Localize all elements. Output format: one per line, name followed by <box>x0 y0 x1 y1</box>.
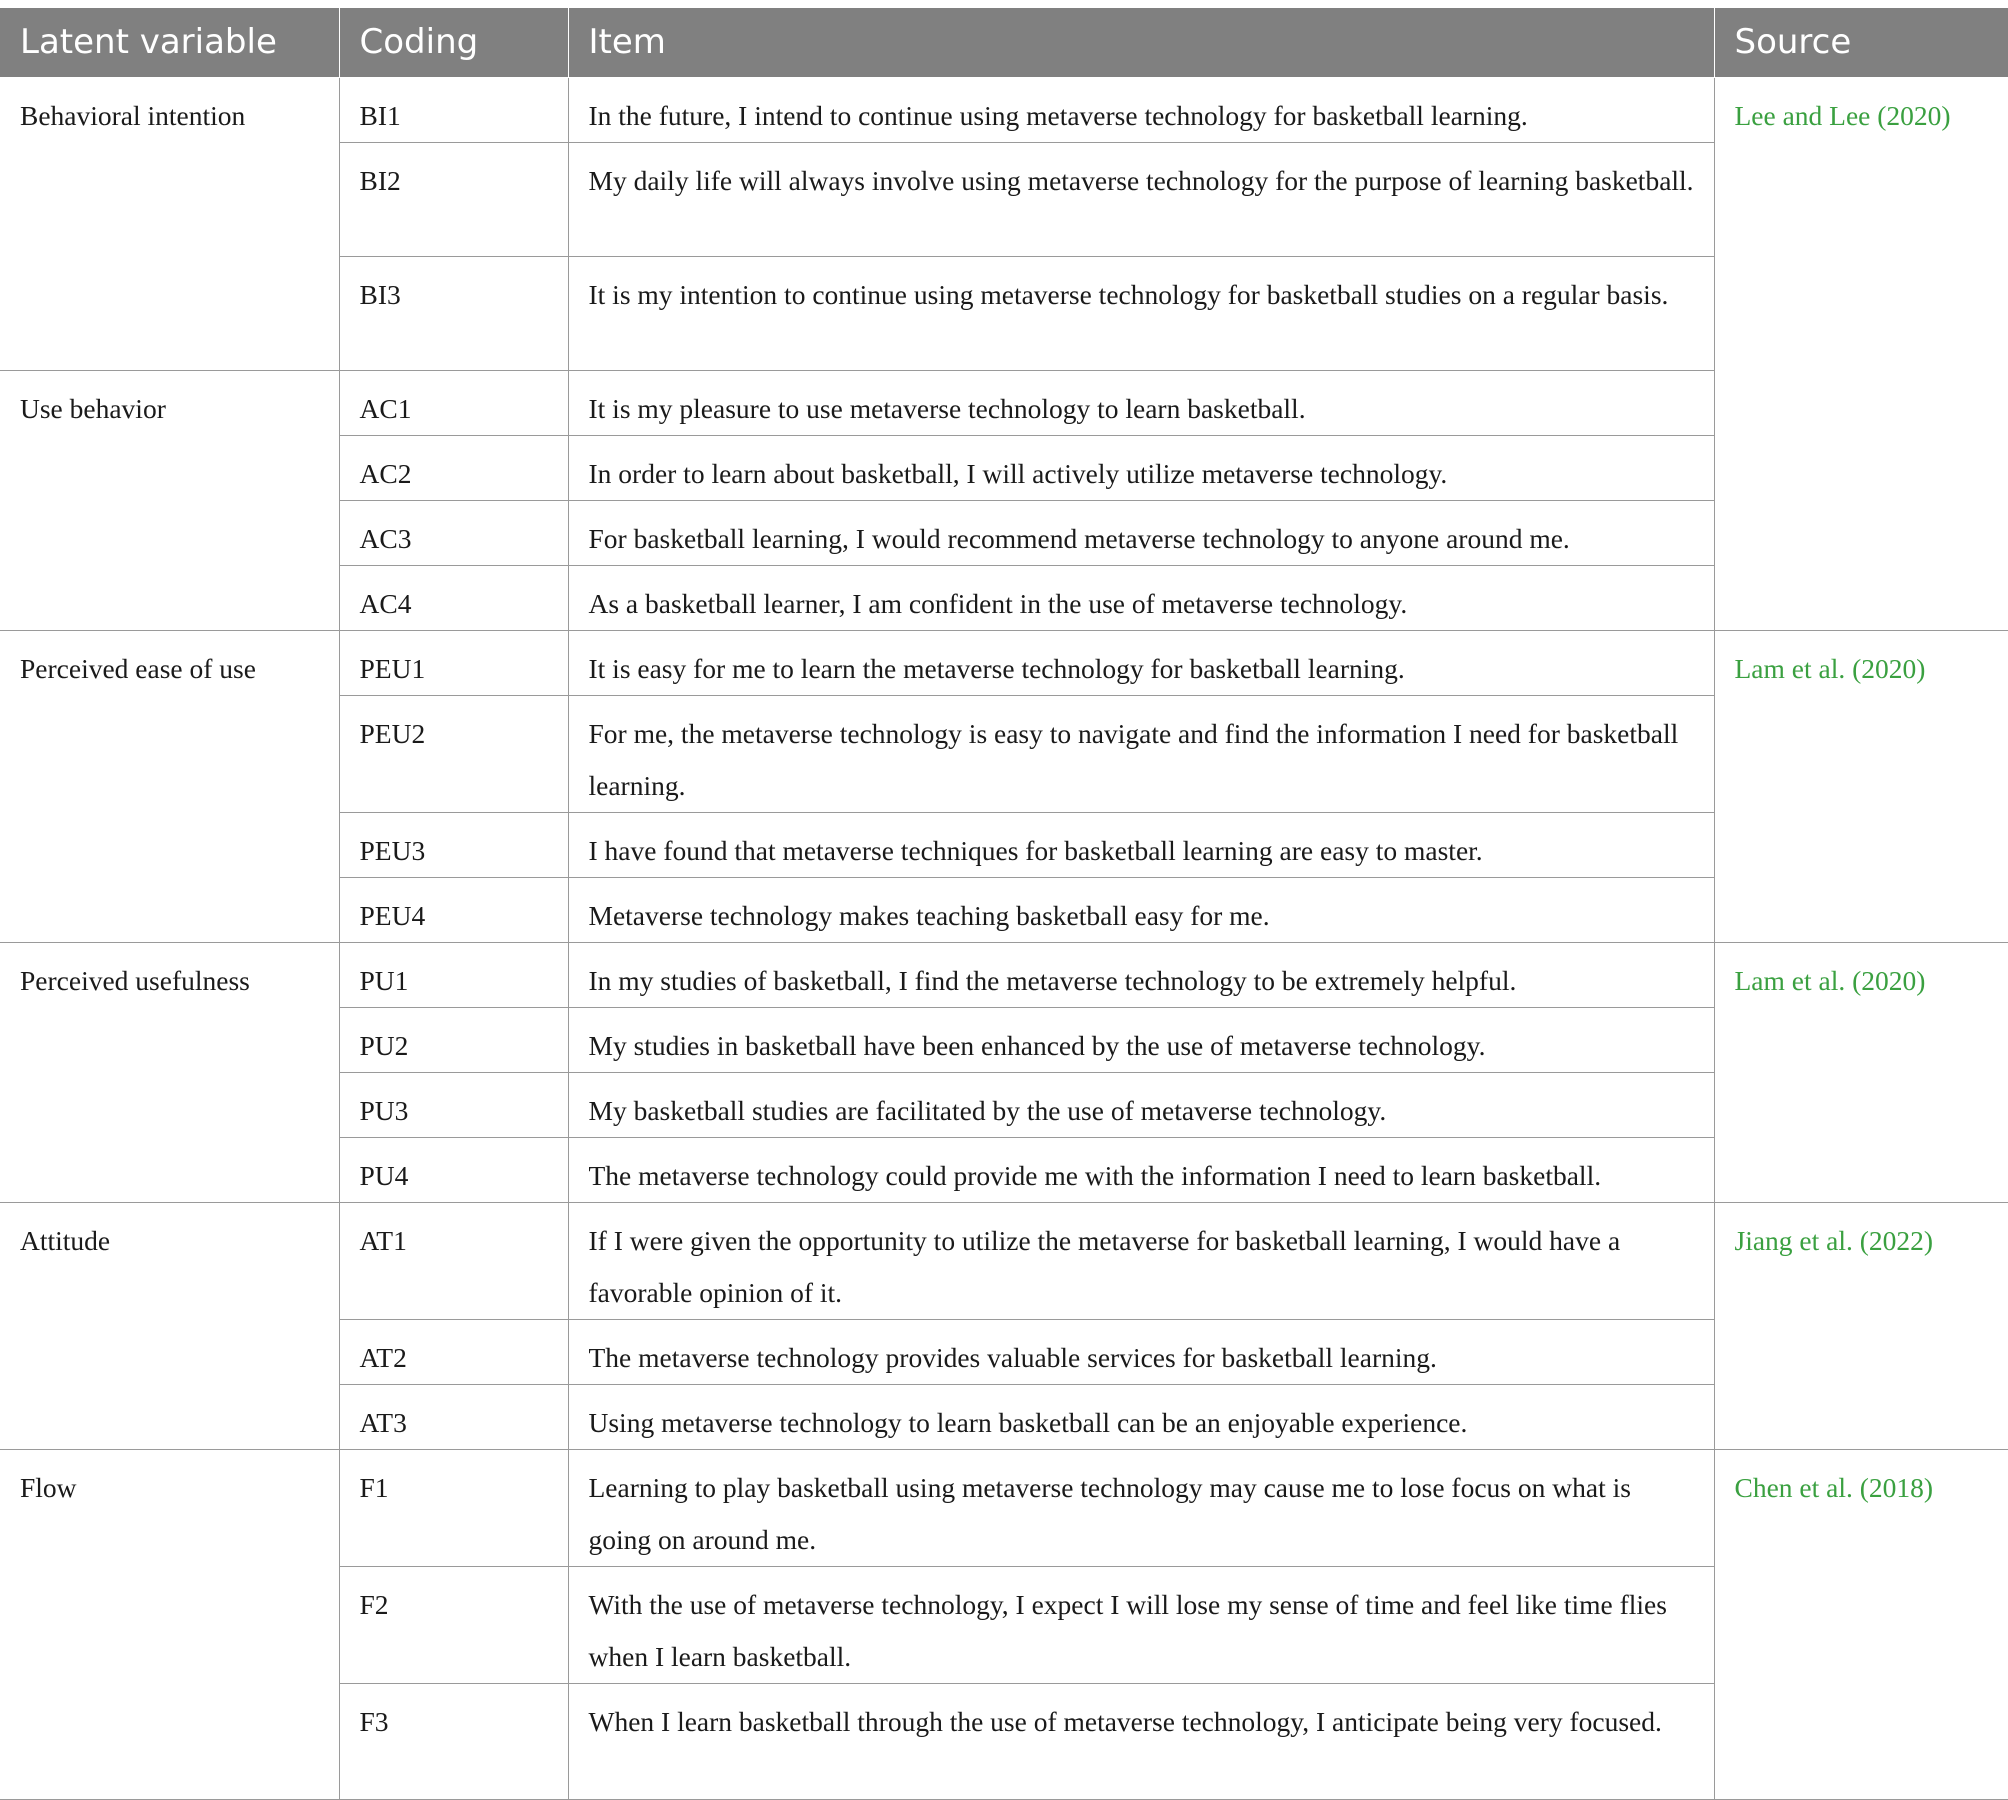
latent-variable-cell: Perceived ease of use <box>0 630 339 942</box>
header-row <box>0 8 2008 77</box>
latent-variable-cell: Perceived usefulness <box>0 942 339 1202</box>
coding-cell: AT1 <box>339 1202 568 1319</box>
table-row <box>0 942 2008 1007</box>
coding-cell: AT3 <box>339 1384 568 1449</box>
coding-cell: PU3 <box>339 1072 568 1137</box>
coding-cell: F2 <box>339 1566 568 1683</box>
item-cell: In my studies of basketball, I find the metaverse technology to be extremely helpful. <box>568 942 1714 1007</box>
item-cell: My basketball studies are facilitated by the use of metaverse technology. <box>568 1072 1714 1137</box>
source-citation-link[interactable]: Lee and Lee (2020) <box>1714 77 2008 630</box>
item-cell: I have found that metaverse techniques for basketball learning are easy to master. <box>568 812 1714 877</box>
item-cell: Using metaverse technology to learn basketball can be an enjoyable experience. <box>568 1384 1714 1449</box>
item-cell: If I were given the opportunity to utilize the metaverse for basketball learning, I would have a favorable opinion of it. <box>568 1202 1714 1319</box>
header-source: Source <box>1714 8 2008 77</box>
coding-cell: PU4 <box>339 1137 568 1202</box>
latent-variable-cell: Behavioral intention <box>0 77 339 370</box>
coding-cell: PEU2 <box>339 695 568 812</box>
item-cell: My daily life will always involve using metaverse technology for the purpose of learning basketball. <box>568 142 1714 256</box>
coding-cell: BI1 <box>339 77 568 142</box>
table-header <box>0 8 2008 77</box>
coding-cell: AC1 <box>339 370 568 435</box>
item-cell: When I learn basketball through the use of metaverse technology, I anticipate being very focused. <box>568 1683 1714 1799</box>
item-cell: It is my pleasure to use metaverse technology to learn basketball. <box>568 370 1714 435</box>
latent-variable-cell: Attitude <box>0 1202 339 1449</box>
item-cell: The metaverse technology provides valuable services for basketball learning. <box>568 1319 1714 1384</box>
item-cell: In the future, I intend to continue using metaverse technology for basketball learning. <box>568 77 1714 142</box>
item-cell: In order to learn about basketball, I will actively utilize metaverse technology. <box>568 435 1714 500</box>
table-row <box>0 370 2008 435</box>
item-cell: With the use of metaverse technology, I expect I will lose my sense of time and feel like time flies when I learn basketball. <box>568 1566 1714 1683</box>
item-cell: For basketball learning, I would recommend metaverse technology to anyone around me. <box>568 500 1714 565</box>
header-latent-variable: Latent variable <box>0 8 339 77</box>
coding-cell: AC3 <box>339 500 568 565</box>
coding-cell: PEU4 <box>339 877 568 942</box>
coding-cell: PEU1 <box>339 630 568 695</box>
item-cell: My studies in basketball have been enhanced by the use of metaverse technology. <box>568 1007 1714 1072</box>
source-citation-link[interactable]: Jiang et al. (2022) <box>1714 1202 2008 1449</box>
table-row <box>0 1202 2008 1319</box>
item-cell: It is my intention to continue using metaverse technology for basketball studies on a regular basis. <box>568 256 1714 370</box>
table-body <box>0 77 2008 1799</box>
coding-cell: F3 <box>339 1683 568 1799</box>
source-citation-link[interactable]: Chen et al. (2018) <box>1714 1449 2008 1799</box>
item-cell: The metaverse technology could provide me with the information I need to learn basketball. <box>568 1137 1714 1202</box>
table-row <box>0 1449 2008 1566</box>
table-row <box>0 630 2008 695</box>
constructs-table <box>0 8 2008 1800</box>
source-citation-link[interactable]: Lam et al. (2020) <box>1714 630 2008 942</box>
coding-cell: PEU3 <box>339 812 568 877</box>
item-cell: Learning to play basketball using metaverse technology may cause me to lose focus on what is going on around me. <box>568 1449 1714 1566</box>
latent-variable-cell: Use behavior <box>0 370 339 630</box>
item-cell: Metaverse technology makes teaching basketball easy for me. <box>568 877 1714 942</box>
source-citation-link[interactable]: Lam et al. (2020) <box>1714 942 2008 1202</box>
coding-cell: BI2 <box>339 142 568 256</box>
constructs-table-container <box>0 8 2008 1800</box>
item-cell: It is easy for me to learn the metaverse technology for basketball learning. <box>568 630 1714 695</box>
header-item: Item <box>568 8 1714 77</box>
item-cell: For me, the metaverse technology is easy to navigate and find the information I need for basketball learning. <box>568 695 1714 812</box>
item-cell: As a basketball learner, I am confident in the use of metaverse technology. <box>568 565 1714 630</box>
coding-cell: AC2 <box>339 435 568 500</box>
coding-cell: PU2 <box>339 1007 568 1072</box>
coding-cell: AT2 <box>339 1319 568 1384</box>
table-row <box>0 77 2008 142</box>
coding-cell: PU1 <box>339 942 568 1007</box>
header-coding: Coding <box>339 8 568 77</box>
coding-cell: AC4 <box>339 565 568 630</box>
coding-cell: BI3 <box>339 256 568 370</box>
latent-variable-cell: Flow <box>0 1449 339 1799</box>
coding-cell: F1 <box>339 1449 568 1566</box>
